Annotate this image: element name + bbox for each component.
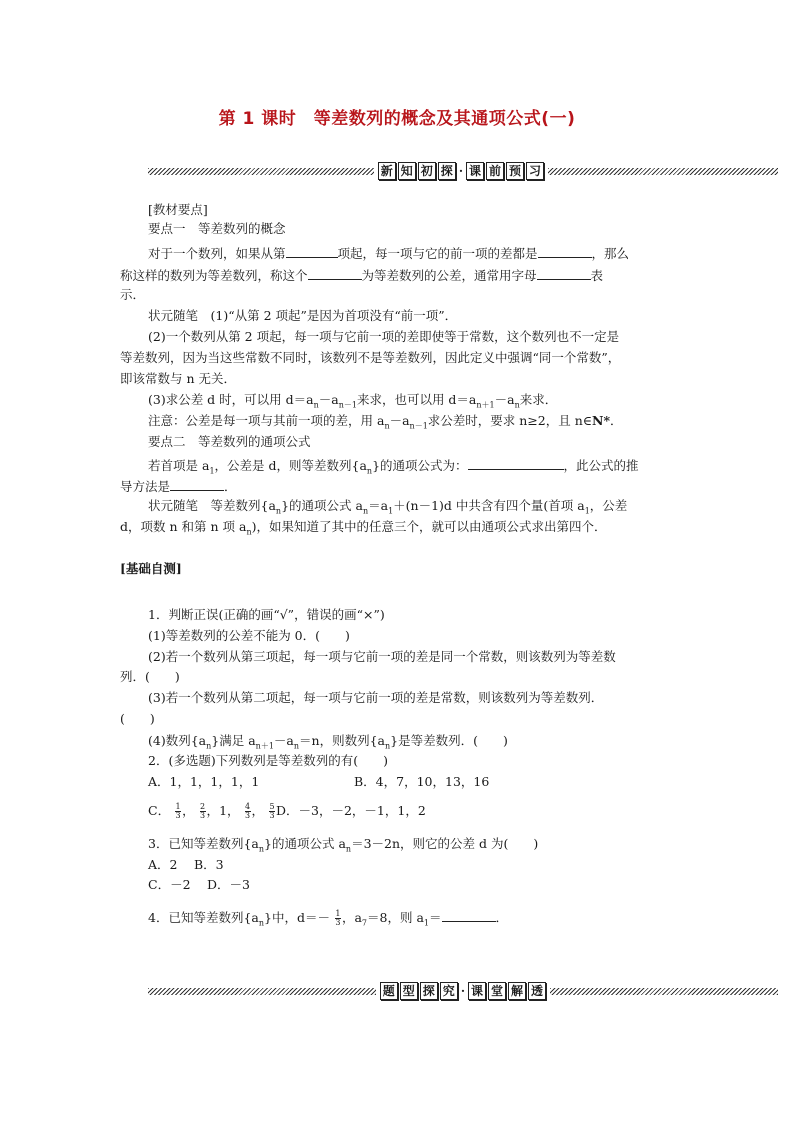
text: N* <box>592 413 610 428</box>
banner-char: 堂 <box>488 982 506 1000</box>
q1-4 <box>148 733 508 755</box>
banner-char: 习 <box>526 162 544 180</box>
fraction <box>335 910 341 927</box>
point1-line3: 示． <box>120 287 146 302</box>
point2-title: 要点二 等差数列的通项公式 <box>148 434 311 449</box>
sub: 1 <box>584 506 590 516</box>
q3 <box>148 836 538 858</box>
text: ＝3－2n，则它的公差 d 为( ) <box>351 836 539 851</box>
q3-options-cd: C．－2 D．－3 <box>148 877 250 892</box>
banner-char: 探 <box>420 982 438 1000</box>
text: 来求，也可以用 d＝a <box>356 392 477 407</box>
banner-char: 知 <box>398 162 416 180</box>
text: －a <box>318 392 339 407</box>
text: 注意：公差是每一项与其前一项的差，用 a <box>148 413 385 428</box>
text: 为等差数列的公差，通常用字母 <box>361 268 537 283</box>
note4 <box>148 413 623 435</box>
fraction <box>269 803 275 820</box>
text: 状元随笔 等差数列{a <box>148 498 276 513</box>
section-banner-explore <box>148 982 778 1000</box>
text: ，那么 <box>591 246 630 261</box>
numerator: 4 <box>244 802 251 811</box>
note5-line2 <box>120 519 606 541</box>
text: ，此公式的推 <box>563 458 639 473</box>
sub: n－1 <box>338 400 357 410</box>
banner-char: 究 <box>440 982 458 1000</box>
q2-option-d: D．－3，－2，－1，1，2 <box>275 803 426 818</box>
point2-line2 <box>120 477 237 495</box>
text: }中，d＝－ <box>264 910 330 925</box>
sub: n－1 <box>409 421 428 431</box>
sub: 7 <box>361 918 368 928</box>
text: }的通项公式为： <box>372 458 468 473</box>
q4 <box>148 908 508 932</box>
sub: n <box>385 741 391 751</box>
q2: 2．(多选题)下列数列是等差数列的有( ) <box>148 753 388 768</box>
q1: 1．判断正误(正确的画“√”，错误的画“×”) <box>148 607 385 622</box>
point1-line1 <box>148 244 629 262</box>
denominator: 3 <box>335 918 341 927</box>
numerator: 2 <box>200 802 206 811</box>
q2-option-b: B．4，7，10，13，16 <box>354 774 490 789</box>
numerator: 1 <box>175 802 181 811</box>
text: ． <box>224 479 237 494</box>
section-banner-preview <box>148 162 778 180</box>
point1-line2 <box>120 266 603 284</box>
page-title: 第 1 课时 等差数列的概念及其通项公式(一) <box>218 109 576 129</box>
note5-line1 <box>148 498 627 520</box>
q1-1: (1)等差数列的公差不能为 0．( ) <box>148 628 350 643</box>
text: (3)求公差 d 时，可以用 d＝a <box>148 392 314 407</box>
banner-char: 前 <box>486 162 504 180</box>
banner-label <box>374 162 548 180</box>
text: (4)数列{a <box>148 733 207 748</box>
text: 求公差时，要求 n≥2，且 n∈ <box>427 413 593 428</box>
banner-char: 透 <box>528 982 546 1000</box>
fill-blank[interactable] <box>442 908 496 922</box>
text: ＝8，则 a <box>367 910 424 925</box>
banner-char: 型 <box>400 982 418 1000</box>
section-heading-self-test: [基础自测] <box>120 561 182 576</box>
text: ． <box>610 413 623 428</box>
numerator: 1 <box>335 909 341 918</box>
sub: n <box>258 844 265 854</box>
sub: n <box>258 918 265 928</box>
banner-label <box>376 982 550 1000</box>
sub: 1 <box>388 506 394 516</box>
text: ＋(n－1)d 中共含有四个量(首项 a <box>393 498 585 513</box>
text: 3．已知等差数列{a <box>148 836 259 851</box>
q2-option-c: C． $\frac{1}{3}$ ， $\frac{2}{3}$ ，1， $\frac{4}{3}$ ， $\frac{5}{3}$ D．－3，－2，－1，1，2 <box>148 802 426 820</box>
sub: n <box>206 741 212 751</box>
banner-hatch-left <box>148 168 374 175</box>
sub: n <box>293 741 300 751</box>
banner-dot: · <box>458 164 463 178</box>
sub: n <box>514 400 520 410</box>
text: －a <box>389 413 410 428</box>
text: 若首项是 a <box>148 458 210 473</box>
banner-char: 课 <box>466 162 484 180</box>
fraction <box>245 803 251 820</box>
q3-options-ab: A．2 B．3 <box>148 857 224 872</box>
sub: n＋1 <box>476 400 495 410</box>
text: 来求． <box>519 392 558 407</box>
q1-3-line1: (3)若一个数列从第二项起，每一项与它前一项的差是常数，则该数列为等差数列． <box>148 690 604 705</box>
fraction <box>175 803 181 820</box>
text: －a <box>273 733 294 748</box>
point2-line1 <box>148 456 639 480</box>
text: C． <box>148 803 171 818</box>
sub: 1 <box>423 918 429 928</box>
banner-char: 初 <box>418 162 436 180</box>
text: 表 <box>590 268 604 283</box>
sub: n <box>345 844 352 854</box>
text: 对于一个数列，如果从第 <box>148 246 286 261</box>
text: 导方法是 <box>120 479 171 494</box>
text: ，a <box>341 910 362 925</box>
text: )，如果知道了其中的任意三个，就可以由通项公式求出第四个． <box>251 519 607 534</box>
q2-option-a: A．1，1，1，1，1 <box>148 774 260 789</box>
denominator: 3 <box>244 811 251 820</box>
banner-char: 新 <box>378 162 396 180</box>
text: }满足 a <box>211 733 256 748</box>
text: －a <box>494 392 515 407</box>
banner-char: 课 <box>468 982 486 1000</box>
text: }的通项公式 a <box>264 836 346 851</box>
fill-blank[interactable] <box>538 244 592 258</box>
text: ，公差是 d，则等差数列{a <box>214 458 367 473</box>
q1-3-line2: ( ) <box>120 711 155 726</box>
sub: n <box>366 466 373 476</box>
fill-blank[interactable] <box>468 456 564 470</box>
note2-line1: (2)一个数列从第 2 项起，每一项与它前一项的差即使等于常数，这个数列也不一定是 <box>148 329 620 344</box>
fill-blank[interactable] <box>308 266 362 280</box>
sub: n <box>362 506 369 516</box>
denominator: 3 <box>269 811 275 820</box>
banner-char: 探 <box>438 162 456 180</box>
fill-blank[interactable] <box>537 266 591 280</box>
point1-title: 要点一 等差数列的概念 <box>148 221 286 236</box>
banner-char: 预 <box>506 162 524 180</box>
text: ＝a <box>368 498 389 513</box>
fill-blank[interactable] <box>170 477 224 491</box>
text: 项起，每一项与它的前一项的差都是 <box>337 246 538 261</box>
banner-hatch-right <box>550 988 778 995</box>
denominator: 3 <box>175 811 181 820</box>
text: d，项数 n 和第 n 项 a <box>120 519 247 534</box>
text: }的通项公式 a <box>281 498 363 513</box>
banner-dot: · <box>460 984 465 998</box>
q1-2-line1: (2)若一个数列从第三项起，每一项与它前一项的差是同一个常数，则该数列为等差数 <box>148 649 616 664</box>
sub: 1 <box>209 466 215 476</box>
text: ，公差 <box>589 498 628 513</box>
banner-hatch-right <box>548 168 778 175</box>
text: 称这样的数列为等差数列，称这个 <box>120 268 308 283</box>
text: ． <box>495 910 509 925</box>
note1: 状元随笔 (1)“从第 2 项起”是因为首项没有“前一项”． <box>148 308 458 323</box>
text: ＝n，则数列{a <box>299 733 385 748</box>
note3 <box>148 392 557 414</box>
section-heading-textbook: [教材要点] <box>148 202 208 217</box>
q1-2-line2: 列．( ) <box>120 669 180 684</box>
sub: n <box>246 527 252 537</box>
text: ＝ <box>429 910 442 925</box>
note2-line3: 即该常数与 n 无关． <box>120 371 236 386</box>
banner-char: 题 <box>380 982 398 1000</box>
text: 1 <box>219 803 228 818</box>
denominator: 3 <box>200 811 206 820</box>
fraction <box>200 803 206 820</box>
sub: n＋1 <box>255 741 274 751</box>
numerator: 5 <box>269 802 275 811</box>
text: 4．已知等差数列{a <box>148 910 259 925</box>
banner-char: 解 <box>508 982 526 1000</box>
text: }是等差数列．( ) <box>390 733 508 748</box>
fill-blank[interactable] <box>286 244 338 258</box>
sub: n <box>313 400 319 410</box>
banner-hatch-left <box>148 988 376 995</box>
note2-line2: 等差数列，因为当这些常数不同时，该数列不是等差数列，因此定义中强调“同一个常数”， <box>120 350 621 365</box>
sub: n <box>275 506 282 516</box>
sub: n <box>384 421 390 431</box>
